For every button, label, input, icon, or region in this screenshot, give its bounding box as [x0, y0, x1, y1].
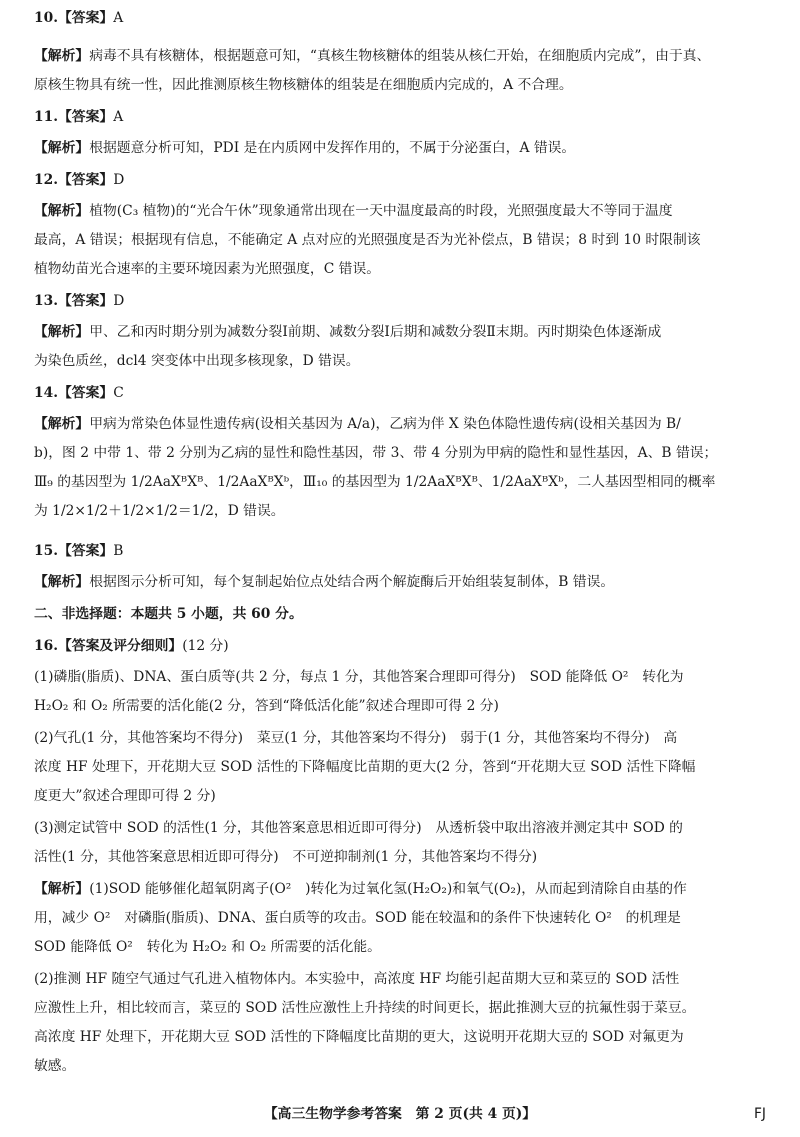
- label-text: 【解析】: [34, 574, 90, 590]
- body-text: 原核生物具有统一性，因此推测原核生物核糖体的组装是在细胞质内完成的，A 不合理。: [34, 77, 573, 93]
- text-line: [0, 969, 800, 989]
- text-line: [0, 847, 800, 867]
- text-line: [0, 696, 800, 716]
- label-text: 11.【答案】: [34, 109, 114, 125]
- body-text: 度更大”叙述合理即可得 2 分): [34, 788, 216, 804]
- body-text: C: [113, 385, 124, 401]
- body-text: (2)气孔(1 分，其他答案均不得分) 菜豆(1 分，其他答案均不得分) 弱于(1 分，其他答案均不得分) 高: [34, 730, 678, 746]
- body-text: 高浓度 HF 处理下，开花期大豆 SOD 活性的下降幅度比苗期的更大，这说明开花期大豆的 SOD 对氟更为: [34, 1029, 684, 1045]
- label-text: 10.【答案】: [34, 10, 114, 26]
- text-line: [0, 1027, 800, 1047]
- body-text: 为染色质丝，dcl4 突变体中出现多核现象，D 错误。: [34, 353, 360, 369]
- body-text: (2)推测 HF 随空气通过气孔进入植物体内。本实验中，高浓度 HF 均能引起苗期大豆和菜豆的 SOD 活性: [34, 971, 680, 987]
- text-line: [0, 107, 800, 127]
- body-text: b)，图 2 中带 1、带 2 分别为乙病的显性和隐性基因，带 3、带 4 分别为甲病的隐性和显性基因，A、B 错误；: [34, 445, 718, 461]
- body-text: 为 1/2×1/2＋1/2×1/2＝1/2，D 错误。: [34, 503, 285, 519]
- text-line: [0, 46, 800, 66]
- text-line: [0, 1056, 800, 1076]
- body-text: 植物幼苗光合速率的主要环境因素为光照强度，C 错误。: [34, 261, 381, 277]
- body-text: (1)SOD 能够催化超氧阴离子(O² )转化为过氧化氢(H₂O₂)和氧气(O₂)，从而起到清除自由基的作: [89, 881, 687, 897]
- text-line: [0, 667, 800, 687]
- text-line: [0, 998, 800, 1018]
- body-text: H₂O₂ 和 O₂ 所需要的活化能(2 分，答到“降低活化能”叙述合理即可得 2 分): [34, 698, 499, 714]
- body-text: Ⅲ₉ 的基因型为 1/2AaXᴮXᴮ、1/2AaXᴮXᵇ，Ⅲ₁₀ 的基因型为 1/2AaXᴮXᴮ、1/2AaXᴮXᵇ，二人基因型相同的概率: [34, 474, 716, 490]
- body-text: A: [113, 10, 124, 26]
- text-line: [0, 8, 800, 28]
- text-line: [0, 541, 800, 561]
- body-text: (3)测定试管中 SOD 的活性(1 分，其他答案意思相近即可得分) 从透析袋中取出溶液并测定其中 SOD 的: [34, 820, 683, 836]
- body-text: 浓度 HF 处理下，开花期大豆 SOD 活性的下降幅度比苗期的更大(2 分，答到“开花期大豆 SOD 活性下降幅: [34, 759, 696, 775]
- label-text: 15.【答案】: [34, 543, 114, 559]
- text-line: [0, 170, 800, 190]
- body-text: (12 分): [182, 638, 229, 654]
- body-text: D: [113, 293, 125, 309]
- text-line: [0, 937, 800, 957]
- body-text: 病毒不具有核糖体，根据题意可知，“真核生物核糖体的组装从核仁开始，在细胞质内完成”，由于真、: [89, 48, 711, 64]
- body-text: 应激性上升，相比较而言，菜豆的 SOD 活性应激性上升持续的时间更长，据此推测大豆的抗氟性弱于菜豆。: [34, 1000, 696, 1016]
- label-text: 【解析】: [34, 881, 90, 897]
- text-line: [0, 472, 800, 492]
- body-text: (1)磷脂(脂质)、DNA、蛋白质等(共 2 分，每点 1 分，其他答案合理即可得分) SOD 能降低 O² 转化为: [34, 669, 684, 685]
- body-text: D: [113, 172, 125, 188]
- body-text: 甲病为常染色体显性遗传病(设相关基因为 A/a)，乙病为伴 X 染色体隐性遗传病(设相关基因为 B/: [89, 416, 681, 432]
- text-line: [0, 230, 800, 250]
- text-line: [0, 786, 800, 806]
- label-text: 13.【答案】: [34, 293, 114, 309]
- text-line: [0, 75, 800, 95]
- body-text: SOD 能降低 O² 转化为 H₂O₂ 和 O₂ 所需要的活化能。: [34, 939, 381, 955]
- body-text: 活性(1 分，其他答案意思相近即可得分) 不可逆抑制剂(1 分，其他答案均不得分): [34, 849, 538, 865]
- footer-code: FJ: [753, 1106, 766, 1122]
- body-text: 最高，A 错误；根据现有信息，不能确定 A 点对应的光照强度是否为光补偿点，B 错误；8 时到 10 时限制该: [34, 232, 701, 248]
- text-line: [0, 501, 800, 521]
- text-line: [0, 604, 800, 624]
- text-line: [0, 636, 800, 656]
- text-line: [0, 138, 800, 158]
- text-line: [0, 322, 800, 342]
- label-text: 【解析】: [34, 416, 90, 432]
- text-line: [0, 291, 800, 311]
- body-text: 根据题意分析可知，PDI 是在内质网中发挥作用的，不属于分泌蛋白，A 错误。: [89, 140, 576, 156]
- label-text: 14.【答案】: [34, 385, 114, 401]
- body-text: 根据图示分析可知，每个复制起始位点处结合两个解旋酶后开始组装复制体，B 错误。: [89, 574, 615, 590]
- label-text: 【解析】: [34, 140, 90, 156]
- text-line: [0, 572, 800, 592]
- label-text: 二、非选择题：本题共 5 小题，共 60 分。: [34, 606, 303, 622]
- text-line: [0, 908, 800, 928]
- body-text: A: [113, 109, 124, 125]
- text-line: [0, 201, 800, 221]
- label-text: 【解析】: [34, 203, 90, 219]
- text-line: [0, 818, 800, 838]
- text-line: [0, 728, 800, 748]
- text-line: [0, 879, 800, 899]
- body-text: 敏感。: [34, 1058, 76, 1074]
- label-text: 16.【答案及评分细则】: [34, 638, 183, 654]
- text-line: [0, 383, 800, 403]
- text-line: [0, 757, 800, 777]
- label-text: 【解析】: [34, 48, 90, 64]
- body-text: B: [113, 543, 124, 559]
- text-line: [0, 259, 800, 279]
- body-text: 用，减少 O² 对磷脂(脂质)、DNA、蛋白质等的攻击。SOD 能在较温和的条件下快速转化 O² 的机理是: [34, 910, 681, 926]
- text-line: [0, 443, 800, 463]
- label-text: 12.【答案】: [34, 172, 114, 188]
- footer-title: 【高三生物学参考答案 第 2 页(共 4 页)】: [263, 1106, 537, 1122]
- label-text: 【解析】: [34, 324, 90, 340]
- text-line: [0, 351, 800, 371]
- body-text: 甲、乙和丙时期分别为减数分裂Ⅰ前期、减数分裂Ⅰ后期和减数分裂Ⅱ末期。丙时期染色体逐渐成: [89, 324, 662, 340]
- text-line: [0, 414, 800, 434]
- body-text: 植物(C₃ 植物)的“光合午休”现象通常出现在一天中温度最高的时段，光照强度最大不等同于温度: [89, 203, 673, 219]
